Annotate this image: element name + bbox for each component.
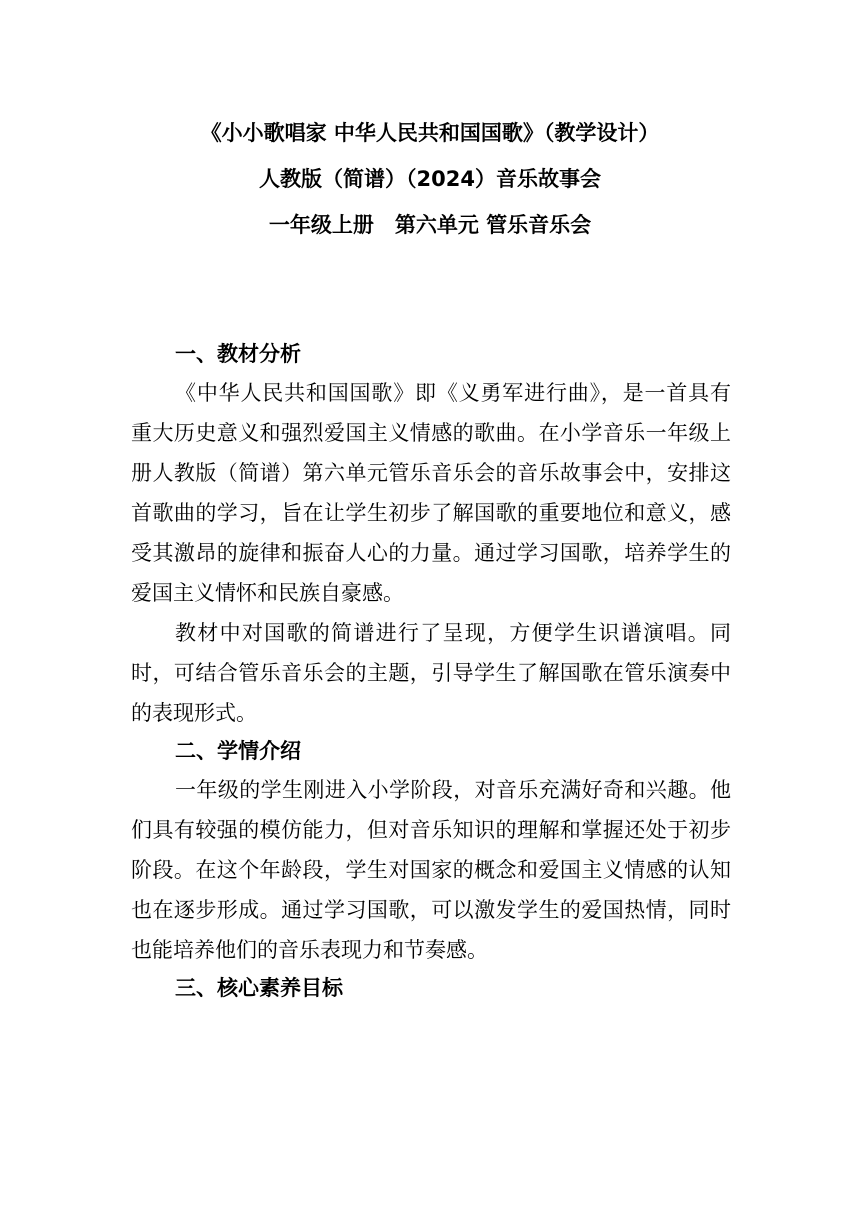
title-line-1: 《小小歌唱家 中华人民共和国国歌》（教学设计） xyxy=(200,121,660,145)
section-heading: 二、学情介绍 xyxy=(175,739,301,763)
paragraph: 教材中对国歌的简谱进行了呈现，方便学生识谱演唱。同时，可结合管乐音乐会的主题，引导学生了解国歌在管乐演奏中的表现形式。 xyxy=(131,621,731,725)
document-body xyxy=(131,336,731,1007)
section-student-analysis xyxy=(131,733,731,970)
paragraph: 一年级的学生刚进入小学阶段，对音乐充满好奇和兴趣。他们具有较强的模仿能力，但对音乐知识的理解和掌握还处于初步阶段。在这个年龄段，学生对国家的概念和爱国主义情感的认知也在逐步形成。通过学习国歌，可以激发学生的爱国热情，同时也能培养他们的音乐表现力和节奏感。 xyxy=(131,778,731,962)
section-textbook-analysis xyxy=(131,336,731,733)
section-heading: 三、核心素养目标 xyxy=(175,976,343,1000)
section-core-literacy-goals xyxy=(131,970,731,1007)
section-heading: 一、教材分析 xyxy=(175,342,301,366)
paragraph: 《中华人民共和国国歌》即《义勇军进行曲》，是一首具有重大历史意义和强烈爱国主义情感的歌曲。在小学音乐一年级上册人教版（简谱）第六单元管乐音乐会的音乐故事会中，安排这首歌曲的学习，旨在让学生初步了解国歌的重要地位和意义，感受其激昂的旋律和振奋人心的力量。通过学习国歌，培养学生的爱国主义情怀和民族自豪感。 xyxy=(131,381,731,605)
document-title-block xyxy=(0,110,860,248)
title-line-3: 一年级上册 第六单元 管乐音乐会 xyxy=(268,213,592,237)
title-line-2: 人教版（简谱）（2024）音乐故事会 xyxy=(259,167,601,191)
